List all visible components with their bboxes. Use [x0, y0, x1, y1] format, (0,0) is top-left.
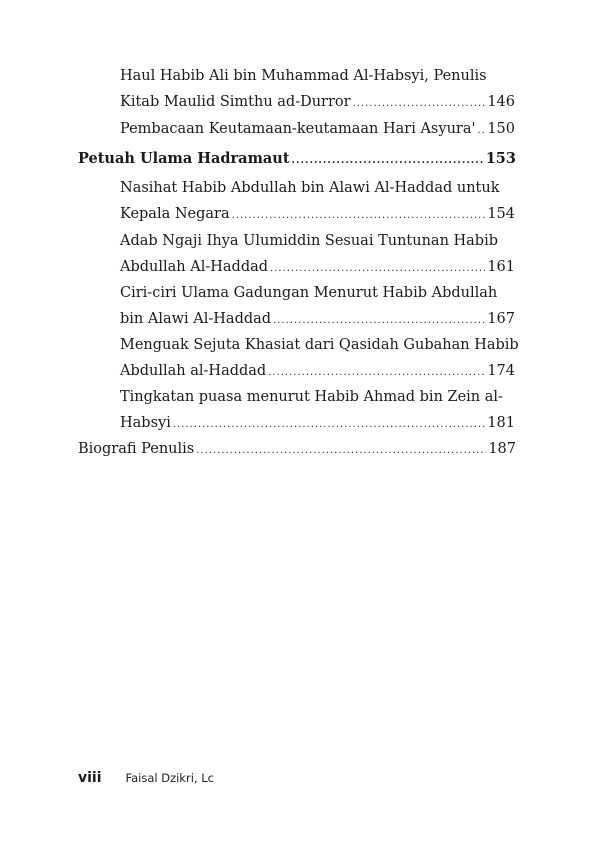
toc-page-number: 181: [487, 415, 515, 431]
toc-page-number: 187: [488, 441, 516, 457]
toc-entry-title-line: Abdullah Al-Haddad: [120, 259, 269, 275]
toc-entry-title-line: Tingkatan puasa menurut Habib Ahmad bin Zein al-: [120, 389, 503, 405]
dot-leader: [477, 118, 485, 144]
toc-page-number: 174: [487, 363, 515, 379]
toc-chapter-entry: [78, 146, 516, 174]
toc-entry-last-line: [120, 410, 515, 438]
toc-entry-last-line: [120, 306, 515, 334]
toc-entry-last-line: [78, 436, 516, 464]
toc-entry-title-line: Kitab Maulid Simthu ad-Durror: [120, 94, 351, 110]
toc-entry-last-line: [120, 358, 515, 386]
toc-entry-title-line: Nasihat Habib Abdullah bin Alawi Al-Haddad untuk: [120, 180, 500, 196]
toc-entry: [120, 332, 519, 386]
running-author: Faisal Dzikri, Lc: [125, 771, 214, 785]
toc-page-number: 146: [487, 94, 515, 110]
dot-leader: [273, 308, 485, 334]
toc-entry-last-line: [120, 254, 515, 282]
toc-entry: [120, 280, 515, 334]
toc-entry-title-line: Haul Habib Ali bin Muhammad Al-Habsyi, Penulis: [120, 68, 487, 84]
toc-entry-title-line: bin Alawi Al-Haddad: [120, 311, 272, 327]
dot-leader: [232, 203, 486, 229]
toc-entry-title-line: Kepala Negara: [120, 206, 230, 222]
toc-entry-last-line: [78, 146, 516, 174]
toc-entry-title-line: Pembacaan Keutamaan-keutamaan Hari Asyura': [120, 121, 476, 137]
dot-leader: [270, 256, 485, 282]
dot-leader: [196, 438, 486, 464]
toc-entry-title-line: Menguak Sejuta Khasiat dari Qasidah Gubahan Habib: [120, 337, 519, 353]
toc-chapter-title: Biografi Penulis: [78, 441, 195, 457]
toc-chapter-entry: [78, 436, 516, 464]
toc-entry-title-line: Habsyi: [120, 415, 171, 431]
toc-page-number: 153: [485, 150, 516, 167]
toc-entry-last-line: [120, 201, 515, 229]
page-footer: [78, 770, 214, 786]
toc-page-number: 154: [487, 206, 515, 222]
toc-page-number: 150: [487, 121, 515, 137]
toc-entry-last-line: [120, 116, 515, 144]
toc-entry-title-line: Ciri-ciri Ulama Gadungan Menurut Habib Abdullah: [120, 285, 498, 301]
page-folio: viii: [78, 770, 102, 786]
toc-entry: [120, 384, 515, 438]
dot-leader: [353, 91, 486, 117]
toc-entry: [120, 228, 515, 282]
toc-entry-title-line: Adab Ngaji Ihya Ulumiddin Sesuai Tuntunan Habib: [120, 233, 499, 249]
toc-entry: [120, 63, 515, 117]
toc-entry-title-line: Abdullah al-Haddad: [120, 363, 267, 379]
toc-entry: [120, 175, 515, 229]
toc-page-number: 167: [487, 311, 515, 327]
toc-page-number: 161: [487, 259, 515, 275]
dot-leader: [292, 148, 484, 174]
dot-leader: [268, 360, 485, 386]
toc-entry-last-line: [120, 89, 515, 117]
dot-leader: [173, 412, 485, 438]
toc-entry: [120, 116, 515, 144]
toc-chapter-title: Petuah Ulama Hadramaut: [78, 150, 290, 167]
